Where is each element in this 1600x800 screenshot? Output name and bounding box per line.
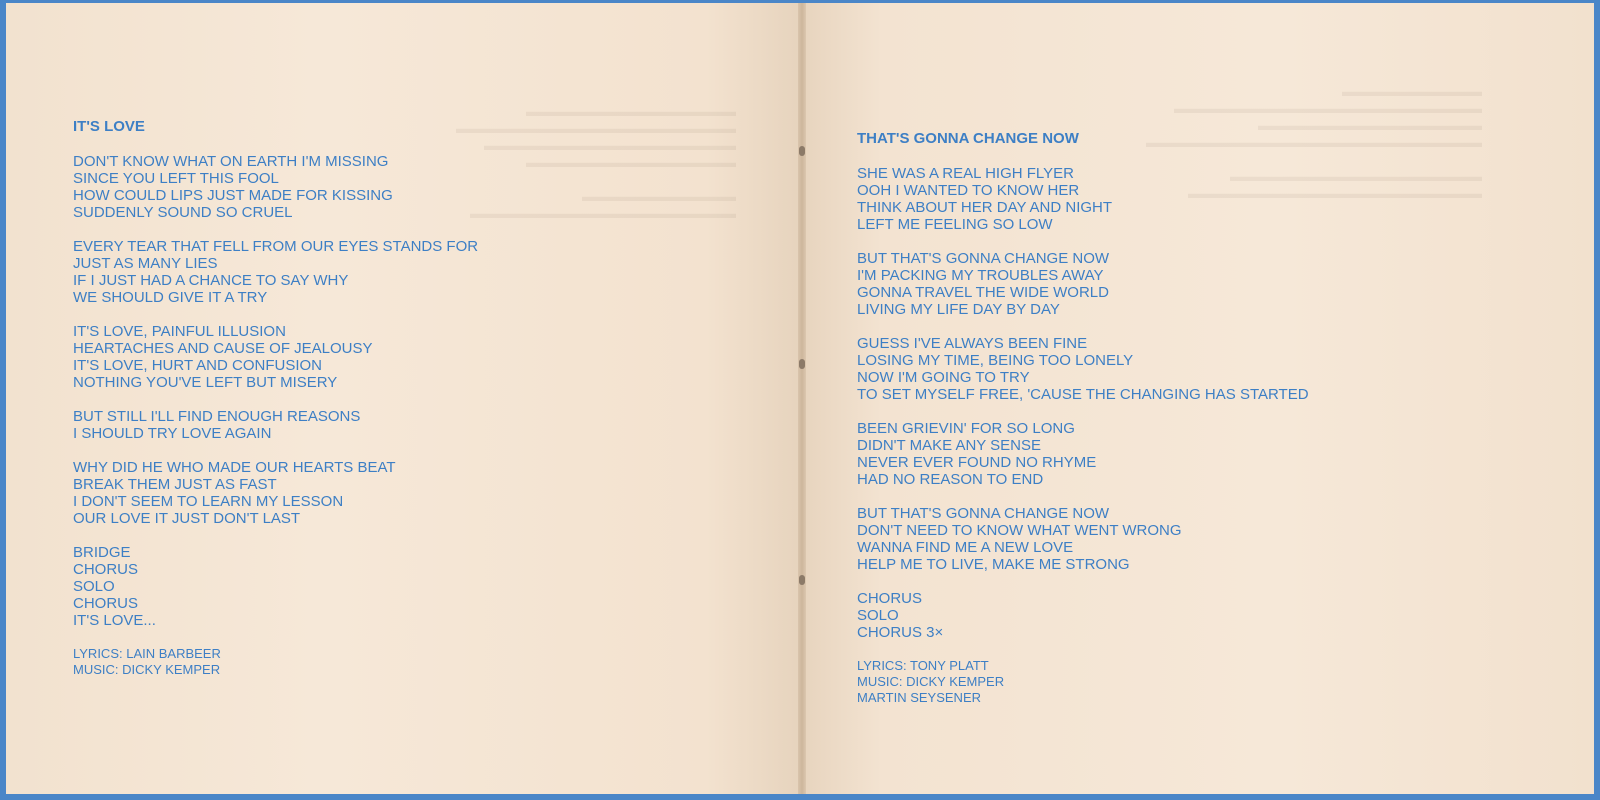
lyric-line: NOTHING YOU'VE LEFT BUT MISERY — [73, 374, 338, 391]
credit-line: MUSIC: DICKY KEMPER — [857, 674, 1005, 689]
lyric-line: BEEN GRIEVIN' FOR SO LONG — [857, 420, 1075, 437]
lyric-line: LOSING MY TIME, BEING TOO LONELY — [857, 352, 1134, 369]
lyric-line: NEVER EVER FOUND NO RHYME — [857, 454, 1097, 471]
lyric-line: IT'S LOVE, PAINFUL ILLUSION — [73, 323, 286, 340]
credit-line: MARTIN SEYSENER — [857, 690, 982, 705]
lyric-line: IF I JUST HAD A CHANCE TO SAY WHY — [73, 272, 349, 289]
lyric-line: JUST AS MANY LIES — [73, 255, 218, 272]
lyric-line: SUDDENLY SOUND SO CRUEL — [73, 204, 293, 221]
lyrics-stanza — [857, 505, 1309, 573]
lyric-line: BUT STILL I'LL FIND ENOUGH REASONS — [73, 408, 361, 425]
lyrics-stanza — [73, 408, 478, 442]
lyrics-stanza — [73, 238, 478, 306]
lyric-line: GUESS I'VE ALWAYS BEEN FINE — [857, 335, 1088, 352]
lyrics-stanzas — [857, 165, 1309, 641]
lyric-line: OUR LOVE IT JUST DON'T LAST — [73, 510, 301, 527]
staple-stitch — [799, 359, 805, 369]
lyrics-stanza — [857, 590, 1309, 641]
lyrics-stanza — [73, 153, 478, 221]
lyric-line: CHORUS — [73, 561, 139, 578]
lyric-line: SINCE YOU LEFT THIS FOOL — [73, 170, 279, 187]
lyric-line: DON'T NEED TO KNOW WHAT WENT WRONG — [857, 522, 1182, 539]
lyric-line: DIDN'T MAKE ANY SENSE — [857, 437, 1042, 454]
booklet-spine — [798, 3, 806, 794]
lyric-line: GONNA TRAVEL THE WIDE WORLD — [857, 284, 1109, 301]
lyric-line: I DON'T SEEM TO LEARN MY LESSON — [73, 493, 344, 510]
staple-stitch — [799, 146, 805, 156]
lyric-line: TO SET MYSELF FREE, 'CAUSE THE CHANGING HAS STARTED — [857, 386, 1309, 403]
song-title: IT'S LOVE — [73, 118, 145, 135]
lyric-line: DON'T KNOW WHAT ON EARTH I'M MISSING — [73, 153, 389, 170]
lyric-line: IT'S LOVE... — [73, 612, 156, 629]
right-lyrics-block — [857, 130, 1309, 706]
lyric-line: NOW I'M GOING TO TRY — [857, 369, 1030, 386]
lyric-line: HAD NO REASON TO END — [857, 471, 1044, 488]
credit-line: LYRICS: LAIN BARBEER — [73, 646, 221, 661]
lyrics-stanza — [73, 323, 478, 391]
lyrics-stanza — [857, 165, 1309, 233]
lyric-line: THINK ABOUT HER DAY AND NIGHT — [857, 199, 1113, 216]
lyric-line: EVERY TEAR THAT FELL FROM OUR EYES STANDS FOR — [73, 238, 479, 255]
lyric-line: CHORUS 3× — [857, 624, 944, 641]
lyric-line: WHY DID HE WHO MADE OUR HEARTS BEAT — [73, 459, 396, 476]
lyric-line: WE SHOULD GIVE IT A TRY — [73, 289, 268, 306]
lyric-line: OOH I WANTED TO KNOW HER — [857, 182, 1080, 199]
lyric-line: I SHOULD TRY LOVE AGAIN — [73, 425, 272, 442]
lyric-line: HOW COULD LIPS JUST MADE FOR KISSING — [73, 187, 393, 204]
lyric-line: SOLO — [857, 607, 899, 624]
lyric-line: I'M PACKING MY TROUBLES AWAY — [857, 267, 1104, 284]
song-credits — [857, 658, 1309, 706]
lyric-line: LEFT ME FEELING SO LOW — [857, 216, 1053, 233]
lyrics-stanza — [857, 250, 1309, 318]
lyric-line: HEARTACHES AND CAUSE OF JEALOUSY — [73, 340, 373, 357]
song-credits — [73, 646, 478, 678]
credit-line: LYRICS: TONY PLATT — [857, 658, 989, 673]
lyric-line: BUT THAT'S GONNA CHANGE NOW — [857, 250, 1110, 267]
lyric-line: SOLO — [73, 578, 115, 595]
lyric-line: CHORUS — [857, 590, 923, 607]
lyrics-stanza — [857, 335, 1309, 403]
lyric-line: HELP ME TO LIVE, MAKE ME STRONG — [857, 556, 1130, 573]
bleed-through-texture: ▬▬▬▬▬▬▬▬▬▬▬▬▬▬▬ ▬▬▬▬▬▬▬▬▬▬▬▬▬▬▬▬▬▬▬▬ ▬▬▬▬▬▬▬▬▬▬▬▬▬▬▬▬▬▬ ▬▬▬▬▬▬▬▬▬▬▬▬▬▬▬ ▬▬▬▬▬▬▬▬▬▬▬ ▬▬▬▬▬▬▬▬▬▬▬▬▬▬▬▬▬▬▬ — [456, 103, 736, 221]
lyrics-stanza — [857, 420, 1309, 488]
credit-line: MUSIC: DICKY KEMPER — [73, 662, 221, 677]
lyrics-stanza — [73, 459, 478, 527]
song-title: THAT'S GONNA CHANGE NOW — [857, 130, 1079, 147]
staple-stitch — [799, 575, 805, 585]
lyrics-stanza — [73, 544, 478, 629]
lyrics-stanzas — [73, 153, 478, 629]
lyric-line: BRIDGE — [73, 544, 131, 561]
lyric-line: BREAK THEM JUST AS FAST — [73, 476, 277, 493]
lyric-line: WANNA FIND ME A NEW LOVE — [857, 539, 1074, 556]
lyric-line: BUT THAT'S GONNA CHANGE NOW — [857, 505, 1110, 522]
bleed-through-texture: ▬▬▬▬▬▬▬▬▬▬ ▬▬▬▬▬▬▬▬▬▬▬▬▬▬▬▬▬▬▬▬▬▬ ▬▬▬▬▬▬▬▬▬▬▬▬▬▬▬▬ ▬▬▬▬▬▬▬▬▬▬▬▬▬▬▬▬▬▬▬▬▬▬▬▬ ▬▬▬▬▬▬▬▬▬▬▬▬▬▬▬▬▬▬ ▬▬▬▬▬▬▬▬▬▬▬▬▬▬▬▬▬▬▬▬▬ — [1146, 83, 1482, 201]
lyric-line: IT'S LOVE, HURT AND CONFUSION — [73, 357, 323, 374]
lyric-line: LIVING MY LIFE DAY BY DAY — [857, 301, 1060, 318]
lyric-line: CHORUS — [73, 595, 139, 612]
left-lyrics-block — [73, 118, 478, 678]
lyric-line: SHE WAS A REAL HIGH FLYER — [857, 165, 1075, 182]
